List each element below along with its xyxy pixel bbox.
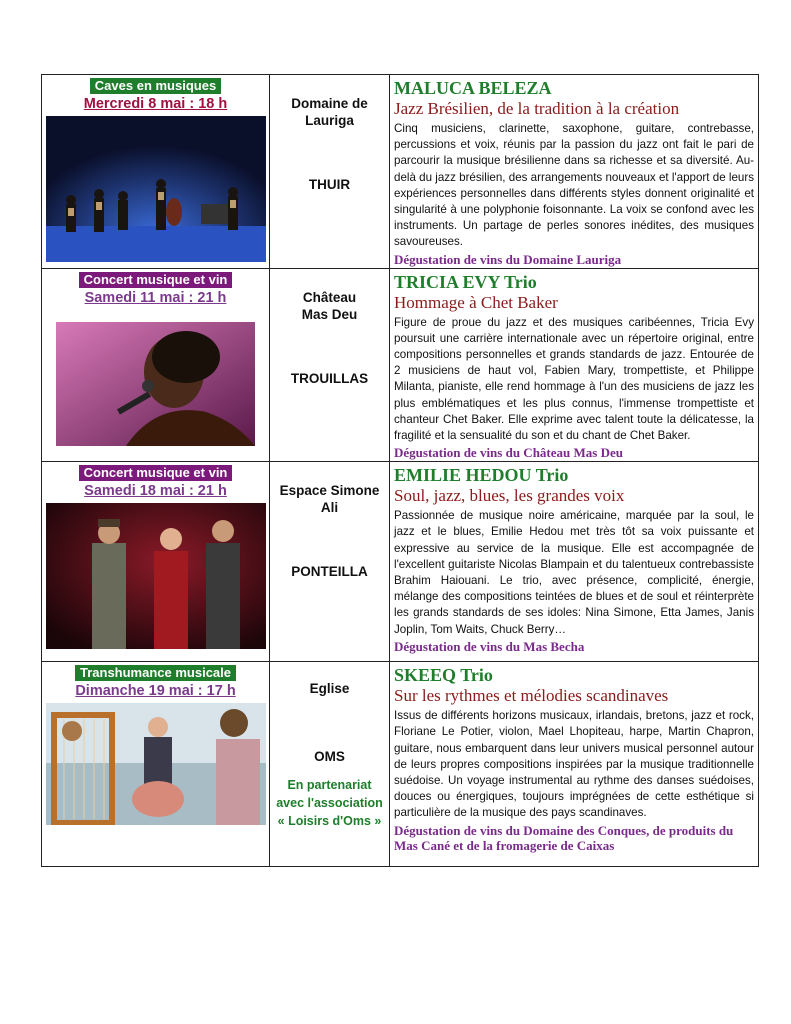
trio-outdoor-photo [46, 703, 266, 825]
venue-cell [270, 75, 390, 269]
event-subtitle: Sur les rythmes et mélodies scandinaves [394, 686, 669, 706]
event-subtitle: Hommage à Chet Baker [394, 292, 558, 312]
event-date: Mercredi 8 mai : 18 h [83, 96, 228, 112]
artist-title: TRICIA EVY Trio [394, 271, 537, 292]
event-row [42, 662, 759, 867]
venue-cell [270, 462, 390, 662]
wine-tasting: Dégustation de vins du Mas Becha [394, 638, 585, 654]
event-row [42, 462, 759, 662]
partner-note: En partenariat avec l'association « Loisirs d'Oms » [276, 778, 383, 829]
category-badge: Concert musique et vin [79, 465, 233, 481]
event-date: Samedi 18 mai : 21 h [84, 483, 227, 500]
event-row [42, 268, 759, 462]
description-cell [390, 662, 759, 867]
venue-name: Eglise [309, 681, 350, 697]
artist-title: SKEEQ Trio [394, 665, 493, 686]
event-description: Cinq musiciens, clarinette, saxophone, guitare, contrebasse, percussions et voix, réunis par la passion du jazz ont fait le pari de parcourir la musique brésilienne dans sa richesse et sa diversité. Au-delà du jazz brésilien, des arrangements nouveaux et l'apport de leurs expériences personnelles dans différents styles donnent originalité et singularité à une polyphonie foisonnante. La voix se confond avec les instruments. Un partage de perles sonores inédites, des musiques savoureuses. [394, 122, 754, 249]
event-info-cell [42, 462, 270, 662]
trio-photo [46, 503, 266, 649]
event-info-cell [42, 75, 270, 269]
event-row [42, 75, 759, 269]
town-name: THUIR [308, 177, 351, 192]
category-badge: Caves en musiques [90, 78, 221, 94]
category-badge: Transhumance musicale [75, 665, 236, 681]
event-info-cell [42, 662, 270, 867]
town-name: TROUILLAS [290, 370, 369, 386]
venue-cell [270, 662, 390, 867]
event-date: Dimanche 19 mai : 17 h [75, 683, 236, 700]
event-description: Figure de proue du jazz et des musiques caribéennes, Tricia Evy poursuit une carrière internationale avec un répertoire original, entre compositions personnelles et grands standards de jazz. Entourée de 2 musiciens de haut vol, Fabien Mary, trompettiste, et Philippe Milanta, pianiste, elle rend hommage à l'un des musiciens de jazz les plus emblématiques et les plus connus, l'immense trompettiste et chanteur Chet Baker. Elle exprime avec talent toute la délicatesse, la fragilité et la sensualité du son et du chant de Chet Baker. [394, 315, 754, 443]
band-photo [46, 116, 266, 262]
venue-name: Domaine de Lauriga [291, 96, 368, 128]
event-program-table [41, 74, 759, 867]
description-cell [390, 268, 759, 462]
event-date: Samedi 11 mai : 21 h [84, 289, 227, 306]
description-cell [390, 75, 759, 269]
artist-title: MALUCA BELEZA [394, 78, 552, 98]
description-cell [390, 462, 759, 662]
town-name: OMS [314, 749, 345, 765]
event-subtitle: Soul, jazz, blues, les grandes voix [394, 486, 625, 506]
wine-tasting: Dégustation de vins du Château Mas Deu [394, 445, 623, 461]
event-subtitle: Jazz Brésilien, de la tradition à la création [394, 99, 680, 118]
event-description: Issus de différents horizons musicaux, irlandais, bretons, jazz et rock, Floriane Le Potier, violon, Mael Lhopiteau, harpe, Martin Chapron, guitare, nous embarquent dans leur univers musical personnel autour de leurs propres compositions inspirées par la musique traditionnelle suédoise. Un voyage instrumental au rythme des danses suédoises, douces ou énergiques, toujours imprégnées de cette esthétique si particulière de la musique des pays scandinaves. [394, 709, 754, 820]
venue-name: Espace Simone Ali [279, 483, 380, 516]
venue-name: Château Mas Deu [301, 289, 358, 322]
artist-title: EMILIE HEDOU Trio [394, 465, 569, 486]
event-info-cell [42, 268, 270, 462]
singer-photo [56, 322, 255, 446]
venue-cell [270, 268, 390, 462]
wine-tasting: Dégustation de vins du Domaine Lauriga [394, 251, 622, 267]
town-name: PONTEILLA [291, 564, 368, 580]
wine-tasting: Dégustation de vins du Domaine des Conques, de produits du Mas Cané et de la fromagerie de Caixas [394, 822, 734, 853]
category-badge: Concert musique et vin [79, 272, 233, 288]
event-description: Passionnée de musique noire américaine, marquée par la soul, le jazz et le blues, Emilie Hedou met très tôt sa voix puissante et expressive au service de la musique. Elle est accompagnée de l'excellent guitariste Nicolas Blampain et du talentueux contrebassiste Brahim Haiouani. Le trio, avec présence, complicité, énergie, mélange des compositions teintées de blues et de soul et réinterprète les grands standards de ses idoles: Nina Simone, Etta James, Janis Joplin, Tom Waits, Chuck Berry… [394, 509, 754, 636]
